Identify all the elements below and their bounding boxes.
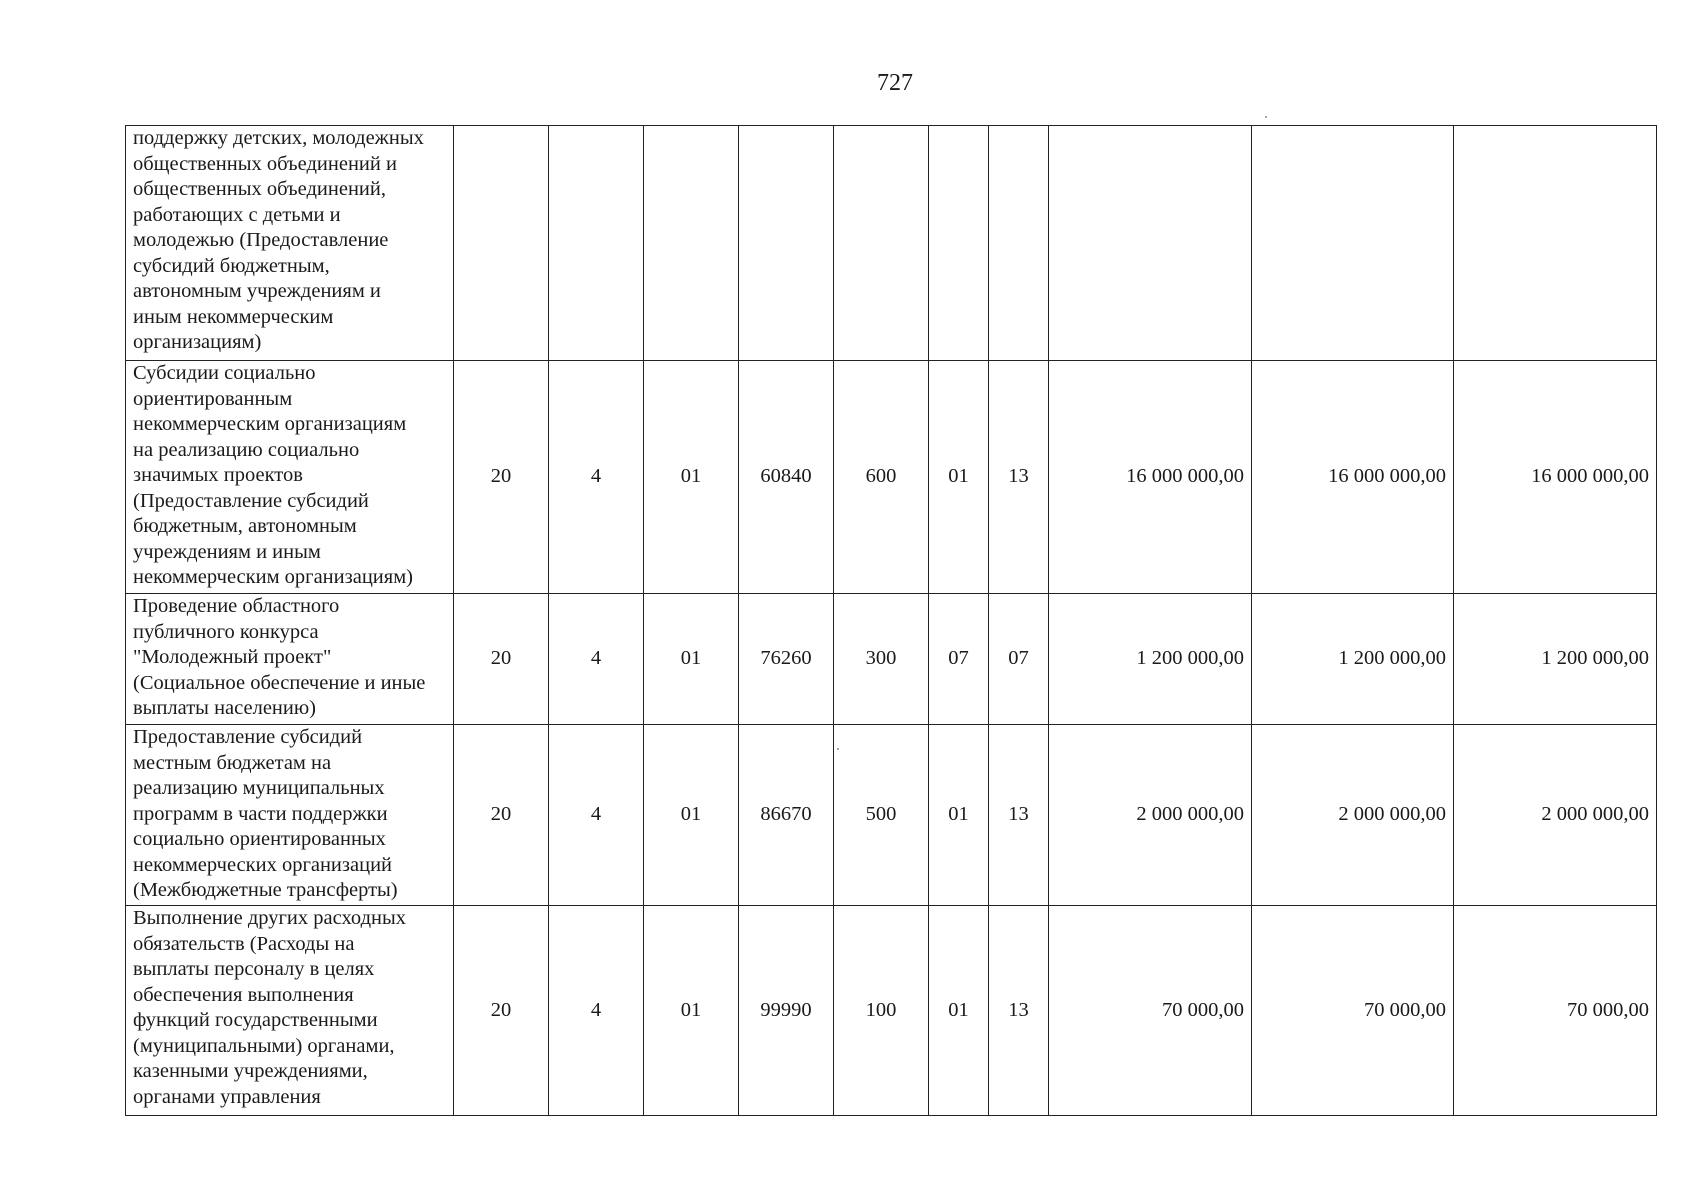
- code-cell: 300: [834, 594, 929, 725]
- code-cell: 07: [929, 594, 989, 725]
- code-cell: 01: [644, 594, 739, 725]
- row-description-cell: [126, 126, 454, 361]
- amount-cell: 16 000 000,00: [1252, 361, 1454, 594]
- amount-cell: 1 200 000,00: [1049, 594, 1252, 725]
- page-number: 727: [877, 70, 913, 96]
- amount-cell: 70 000,00: [1049, 906, 1252, 1116]
- code-cell: 01: [929, 906, 989, 1116]
- code-cell: 60840: [739, 361, 834, 594]
- amount-cell: 2 000 000,00: [1049, 725, 1252, 906]
- row-description: Субсидии социально ориентированным некоммерческим организациям на реализацию социально значимых проектов (Предоставление субсидий бюджетным, автономным учреждениям и иным некоммерческим организациям): [133, 362, 413, 588]
- row-description-cell: [126, 906, 454, 1116]
- code-cell: 20: [454, 906, 549, 1116]
- code-cell: 100: [834, 906, 929, 1116]
- amount-cell: 16 000 000,00: [1049, 361, 1252, 594]
- row-description: Проведение областного публичного конкурса "Молодежный проект" (Социальное обеспечение и иные выплаты населению): [133, 595, 426, 719]
- code-cell: 4: [549, 725, 644, 906]
- row-description-cell: [126, 594, 454, 725]
- amount-cell: 16 000 000,00: [1454, 361, 1657, 594]
- row-description: поддержку детских, молодежных общественных объединений и общественных объединений, работающих с детьми и молодежью (Предоставление субсидий бюджетным, автономным учреждениям и иным некоммерческим организациям): [133, 127, 424, 353]
- code-cell: 76260: [739, 594, 834, 725]
- amount-cell: 2 000 000,00: [1252, 725, 1454, 906]
- code-cell: [549, 126, 644, 361]
- code-cell: 13: [989, 725, 1049, 906]
- code-cell: 13: [989, 361, 1049, 594]
- code-cell: 20: [454, 594, 549, 725]
- code-cell: 01: [929, 725, 989, 906]
- code-cell: 4: [549, 906, 644, 1116]
- amount-cell: 1 200 000,00: [1252, 594, 1454, 725]
- code-cell: 01: [644, 725, 739, 906]
- row-description-cell: [126, 725, 454, 906]
- code-cell: 01: [644, 906, 739, 1116]
- code-cell: [989, 126, 1049, 361]
- table-row: [126, 906, 1657, 1116]
- amount-cell: 2 000 000,00: [1454, 725, 1657, 906]
- code-cell: 99990: [739, 906, 834, 1116]
- code-cell: [644, 126, 739, 361]
- code-cell: 86670: [739, 725, 834, 906]
- code-cell: 01: [929, 361, 989, 594]
- row-description: Выполнение других расходных обязательств (Расходы на выплаты персоналу в целях обеспечения выполнения функций государственными (муниципальными) органами, казенными учреждениями, органами управления: [133, 907, 407, 1108]
- budget-table: [125, 125, 1657, 1116]
- row-description-cell: [126, 361, 454, 594]
- amount-cell: 1 200 000,00: [1454, 594, 1657, 725]
- code-cell: 13: [989, 906, 1049, 1116]
- amount-cell: [1454, 126, 1657, 361]
- code-cell: 01: [644, 361, 739, 594]
- table-row: [126, 126, 1657, 361]
- code-cell: 4: [549, 361, 644, 594]
- scan-speck: [1265, 116, 1267, 118]
- code-cell: [739, 126, 834, 361]
- table-row: [126, 594, 1657, 725]
- amount-cell: 70 000,00: [1454, 906, 1657, 1116]
- amount-cell: [1049, 126, 1252, 361]
- code-cell: 4: [549, 594, 644, 725]
- code-cell: 20: [454, 361, 549, 594]
- code-cell: [929, 126, 989, 361]
- amount-cell: [1252, 126, 1454, 361]
- code-cell: 07: [989, 594, 1049, 725]
- code-cell: 20: [454, 725, 549, 906]
- code-cell: [834, 126, 929, 361]
- row-description: Предоставление субсидий местным бюджетам на реализацию муниципальных программ в части поддержки социально ориентированных некоммерческих организаций (Межбюджетные трансферты): [133, 726, 398, 901]
- code-cell: [454, 126, 549, 361]
- amount-cell: 70 000,00: [1252, 906, 1454, 1116]
- table-row: [126, 361, 1657, 594]
- table-row: [126, 725, 1657, 906]
- code-cell: 600: [834, 361, 929, 594]
- code-cell: 500: [834, 725, 929, 906]
